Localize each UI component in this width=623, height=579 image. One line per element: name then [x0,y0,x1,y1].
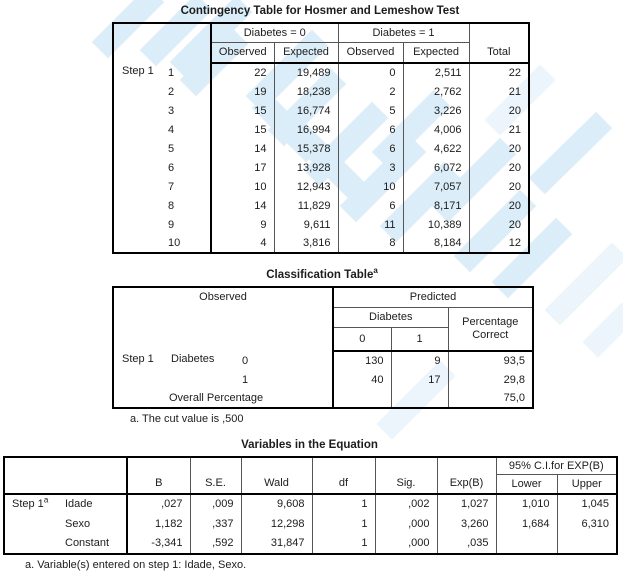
table-cell: 40 [333,370,391,389]
table-cell: 4,006 [403,120,469,139]
empty-header-cell [4,457,127,494]
column-header: Wald [241,457,312,494]
table-cell: 15 [211,101,274,120]
column-header: S.E. [190,457,241,494]
row-label-variable: Idade [65,498,93,510]
row-label-step [4,494,59,554]
classification-title-footnote-marker: a [373,266,378,276]
empty-header-cell [113,23,211,63]
table-cell: 5 [338,101,403,120]
row-label: 10 [163,234,211,253]
table-cell: ,027 [127,494,190,514]
table-cell: 0 [338,63,403,82]
table-cell: 14 [211,196,274,215]
row-label: 1 [242,373,249,386]
table-cell [391,389,448,408]
row-label-variable: Sexo [65,517,91,530]
column-group-header-ci: 95% C.I.for EXP(B) [496,457,617,475]
table-cell: 22 [469,63,529,82]
table-cell: 130 [333,351,391,370]
row-label: 2 [163,82,211,101]
table-cell: 11,829 [274,196,338,215]
table-cell: 31,847 [241,534,312,554]
column-header-percentage-correct: Percentage Correct [448,307,533,351]
table-cell: ,009 [190,494,241,514]
column-header-total: Total [469,23,529,63]
row-label-overall-percentage: Overall Percentage [169,392,264,404]
table-cell: 6 [338,196,403,215]
table-cell: 9 [211,215,274,234]
column-group-header: Diabetes = 0 [211,23,338,42]
row-label: 0 [242,354,249,367]
table-cell: 29,8 [448,370,533,389]
table-cell: 20 [469,215,529,234]
table-cell: 12 [469,234,529,253]
classification-table-title [112,266,532,281]
table-cell: 6,072 [403,158,469,177]
table-cell: 75,0 [448,389,533,408]
classification-table [112,286,534,409]
column-group-header: Diabetes = 1 [338,23,469,42]
column-header: B [127,457,190,494]
table-row [113,158,529,177]
table-row [113,139,529,158]
row-label: 7 [163,177,211,196]
table-cell: 2 [338,82,403,101]
table-row [113,234,529,253]
table-cell: 9,611 [274,215,338,234]
table-cell: 20 [469,101,529,120]
table-row [113,120,529,139]
table-cell: 3,260 [437,514,496,534]
table-row [113,63,529,82]
row-label: 8 [163,196,211,215]
table-cell: 19 [211,82,274,101]
table-cell: 16,774 [274,101,338,120]
row-label: 4 [163,120,211,139]
table-cell: 1 [312,494,375,514]
classification-section [112,266,532,425]
table-cell: 9,608 [241,494,312,514]
table-cell: 1 [312,534,375,554]
column-header: Expected [274,42,338,63]
contingency-table-title: Contingency Table for Hosmer and Lemeshow Test [180,5,460,17]
variables-table [3,456,618,555]
table-cell: 17 [211,158,274,177]
table-cell: 22 [211,63,274,82]
column-header: df [312,457,375,494]
table-cell: 4 [211,234,274,253]
table-cell: 10 [338,177,403,196]
table-cell: ,035 [437,534,496,554]
row-label-variable: Constant [65,537,110,549]
table-cell: 19,489 [274,63,338,82]
column-group-header-predicted: Predicted [333,287,533,307]
variables-section [3,439,616,571]
row-label: 3 [163,101,211,120]
contingency-section [112,5,528,254]
table-cell: ,592 [190,534,241,554]
table-cell: 20 [469,139,529,158]
table-cell: ,002 [375,494,437,514]
table-row [4,494,617,514]
row-label: 1 [163,63,211,82]
table-cell: 3,816 [274,234,338,253]
table-row [113,389,533,408]
table-cell: 1,684 [496,514,557,534]
table-cell: 21 [469,120,529,139]
column-header: Lower [496,475,557,494]
table-cell: 12,298 [241,514,312,534]
row-label: 5 [163,139,211,158]
table-cell: ,000 [375,534,437,554]
column-header-observed: Observed [113,287,333,351]
table-cell: -3,341 [127,534,190,554]
table-cell: 18,238 [274,82,338,101]
row-label: 9 [163,215,211,234]
table-cell: 17 [391,370,448,389]
table-cell: 15,378 [274,139,338,158]
column-header: Observed [211,42,274,63]
column-group-header-diabetes: Diabetes [333,307,448,327]
table-cell: 3 [338,158,403,177]
table-row [113,177,529,196]
table-cell: 8 [338,234,403,253]
table-cell: ,000 [375,514,437,534]
table-cell: 11 [338,215,403,234]
table-cell: 1,010 [496,494,557,514]
row-group-label: Diabetes [171,353,215,365]
table-cell: ,337 [190,514,241,534]
variables-table-title: Variables in the Equation [241,439,378,451]
column-header: 0 [333,327,391,351]
table-cell: 15 [211,120,274,139]
table-cell: 9 [391,351,448,370]
table-row [113,351,533,370]
table-cell: 1 [312,514,375,534]
table-cell: 12,943 [274,177,338,196]
table-row [113,82,529,101]
table-cell: 21 [469,82,529,101]
table-cell: 4,622 [403,139,469,158]
step-footnote-marker: a [43,494,49,504]
table-cell: 20 [469,196,529,215]
column-header: Sig. [375,457,437,494]
column-header: Expected [403,42,469,63]
classification-title-text: Classification Table [266,269,374,281]
table-cell [496,534,557,554]
contingency-table [112,22,530,254]
row-label: 6 [163,158,211,177]
table-cell: 1,045 [557,494,617,514]
table-cell: 6,310 [557,514,617,534]
table-cell: 14 [211,139,274,158]
row-label-step: Step 1 [122,65,154,77]
table-cell: 1,182 [127,514,190,534]
table-cell: 93,5 [448,351,533,370]
table-cell: 13,928 [274,158,338,177]
table-cell: 20 [469,177,529,196]
classification-footnote: a. The cut value is ,500 [130,413,244,425]
table-cell: 10,389 [403,215,469,234]
table-row [113,196,529,215]
row-label-step: Step 1 [122,353,154,365]
table-row [4,514,617,534]
table-cell: 2,762 [403,82,469,101]
table-cell: 3,226 [403,101,469,120]
column-header: Observed [338,42,403,63]
table-cell: 7,057 [403,177,469,196]
table-row [4,534,617,554]
variables-footnote: a. Variable(s) entered on step 1: Idade, Sexo. [25,558,247,571]
column-header: Upper [557,475,617,494]
table-row [113,215,529,234]
table-cell: 20 [469,158,529,177]
table-cell: 10 [211,177,274,196]
table-cell: 1,027 [437,494,496,514]
table-cell: 2,511 [403,63,469,82]
column-header: Exp(B) [437,457,496,494]
table-cell: 6 [338,139,403,158]
table-cell: 8,171 [403,196,469,215]
table-cell: 8,184 [403,234,469,253]
table-cell [333,389,391,408]
step-label-text: Step 1 [12,497,44,510]
table-cell [557,534,617,554]
table-row [113,101,529,120]
table-cell: 16,994 [274,120,338,139]
table-cell: 6 [338,120,403,139]
column-header: 1 [391,327,448,351]
